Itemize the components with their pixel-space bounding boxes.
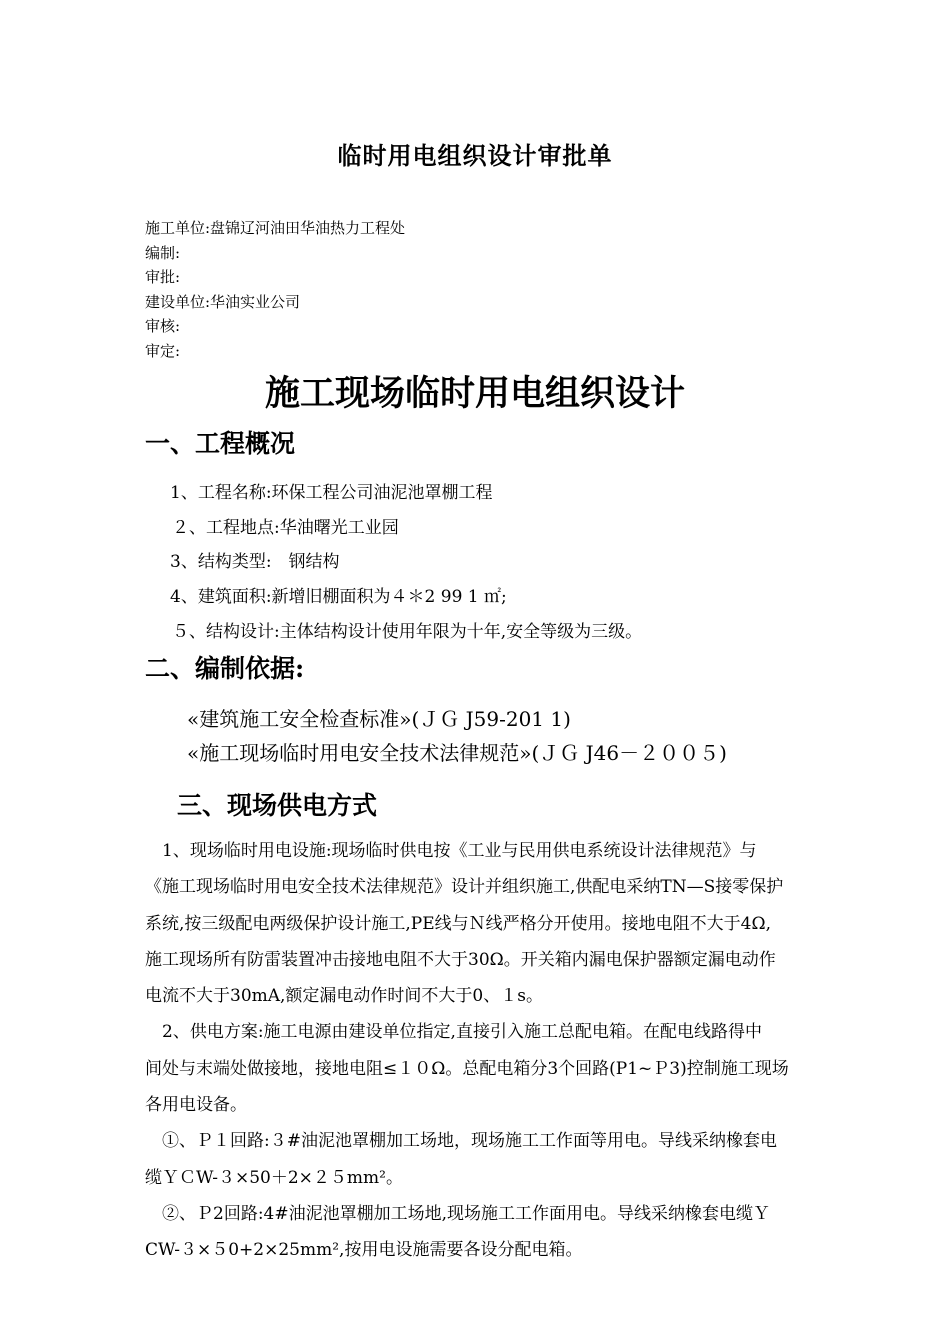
body-line: 2、供电方案:施工电源由建设单位指定,直接引入施工总配电箱。在配电线路得中 <box>145 1022 762 1043</box>
reference-item: «施工现场临时用电安全技术法律规范»(ＪＧ J46－２００５) <box>187 741 727 765</box>
body-line: 各用电设备。 <box>145 1095 247 1116</box>
field-compiled-by: 编制: <box>145 243 181 262</box>
body-line: CW-３×５0+2×25mm²,按用电设施需要各设分配电箱。 <box>145 1240 583 1261</box>
field-owner-unit: 建设单位:华油实业公司 <box>145 292 301 311</box>
overview-item: 4、建筑面积:新增旧棚面积为４＊2 99 1 ㎡; <box>170 587 507 607</box>
body-line: ①、Ｐ１回路:３#油泥池罩棚加工场地，现场施工工作面等用电。导线采纳橡套电 <box>145 1131 777 1152</box>
overview-item: ２、工程地点:华油曙光工业园 <box>172 518 399 538</box>
body-line: 施工现场所有防雷装置冲击接地电阻不大于30Ω。开关箱内漏电保护器额定漏电动作 <box>145 949 776 970</box>
field-approved-by: 审批: <box>145 268 181 287</box>
body-line: 缆ＹＣW-３×50＋2×２５mm²。 <box>145 1167 403 1188</box>
body-line: 1、现场临时用电设施:现场临时供电按《工业与民用供电系统设计法律规范》与 <box>145 841 757 861</box>
main-title: 施工现场临时用电组织设计 <box>264 373 685 414</box>
body-line: 电流不大于30mA,额定漏电动作时间不大于0、１s。 <box>145 986 543 1007</box>
approval-title: 临时用电组织设计审批单 <box>337 141 613 170</box>
body-line: 《施工现场临时用电安全技术法律规范》设计并组织施工,供配电采纳TN—S接零保护 <box>145 877 784 898</box>
field-authorized-by: 审定: <box>145 341 181 360</box>
overview-item: ５、结构设计:主体结构设计使用年限为十年,安全等级为三级。 <box>172 622 643 642</box>
overview-item: 1、工程名称:环保工程公司油泥池罩棚工程 <box>170 483 493 503</box>
approval-fields <box>145 216 405 364</box>
reference-item: «建筑施工安全检查标准»(ＪＧ J59-201 1) <box>187 707 571 731</box>
body-line: 系统,按三级配电两级保护设计施工,PE线与Ｎ线严格分开使用。接地电阻不大于4Ω, <box>145 913 771 934</box>
section-heading-power-supply: 三、现场供电方式 <box>177 791 378 820</box>
overview-item: 3、结构类型: 钢结构 <box>170 552 340 572</box>
body-line: 间处与末端处做接地，接地电阻≤１０Ω。总配电箱分3个回路(P1~Ｐ3)控制施工现场 <box>145 1058 789 1079</box>
power-supply-body <box>145 833 865 1269</box>
section-heading-basis: 二、编制依据: <box>145 654 305 683</box>
section-heading-overview: 一、工程概况 <box>145 429 296 458</box>
field-construction-unit: 施工单位:盘锦辽河油田华油热力工程处 <box>145 219 406 237</box>
body-line: ②、Ｐ2回路:4#油泥池罩棚加工场地,现场施工工作面用电。导线采纳橡套电缆Ｙ <box>145 1203 771 1224</box>
field-reviewed-by: 审核: <box>145 317 181 336</box>
